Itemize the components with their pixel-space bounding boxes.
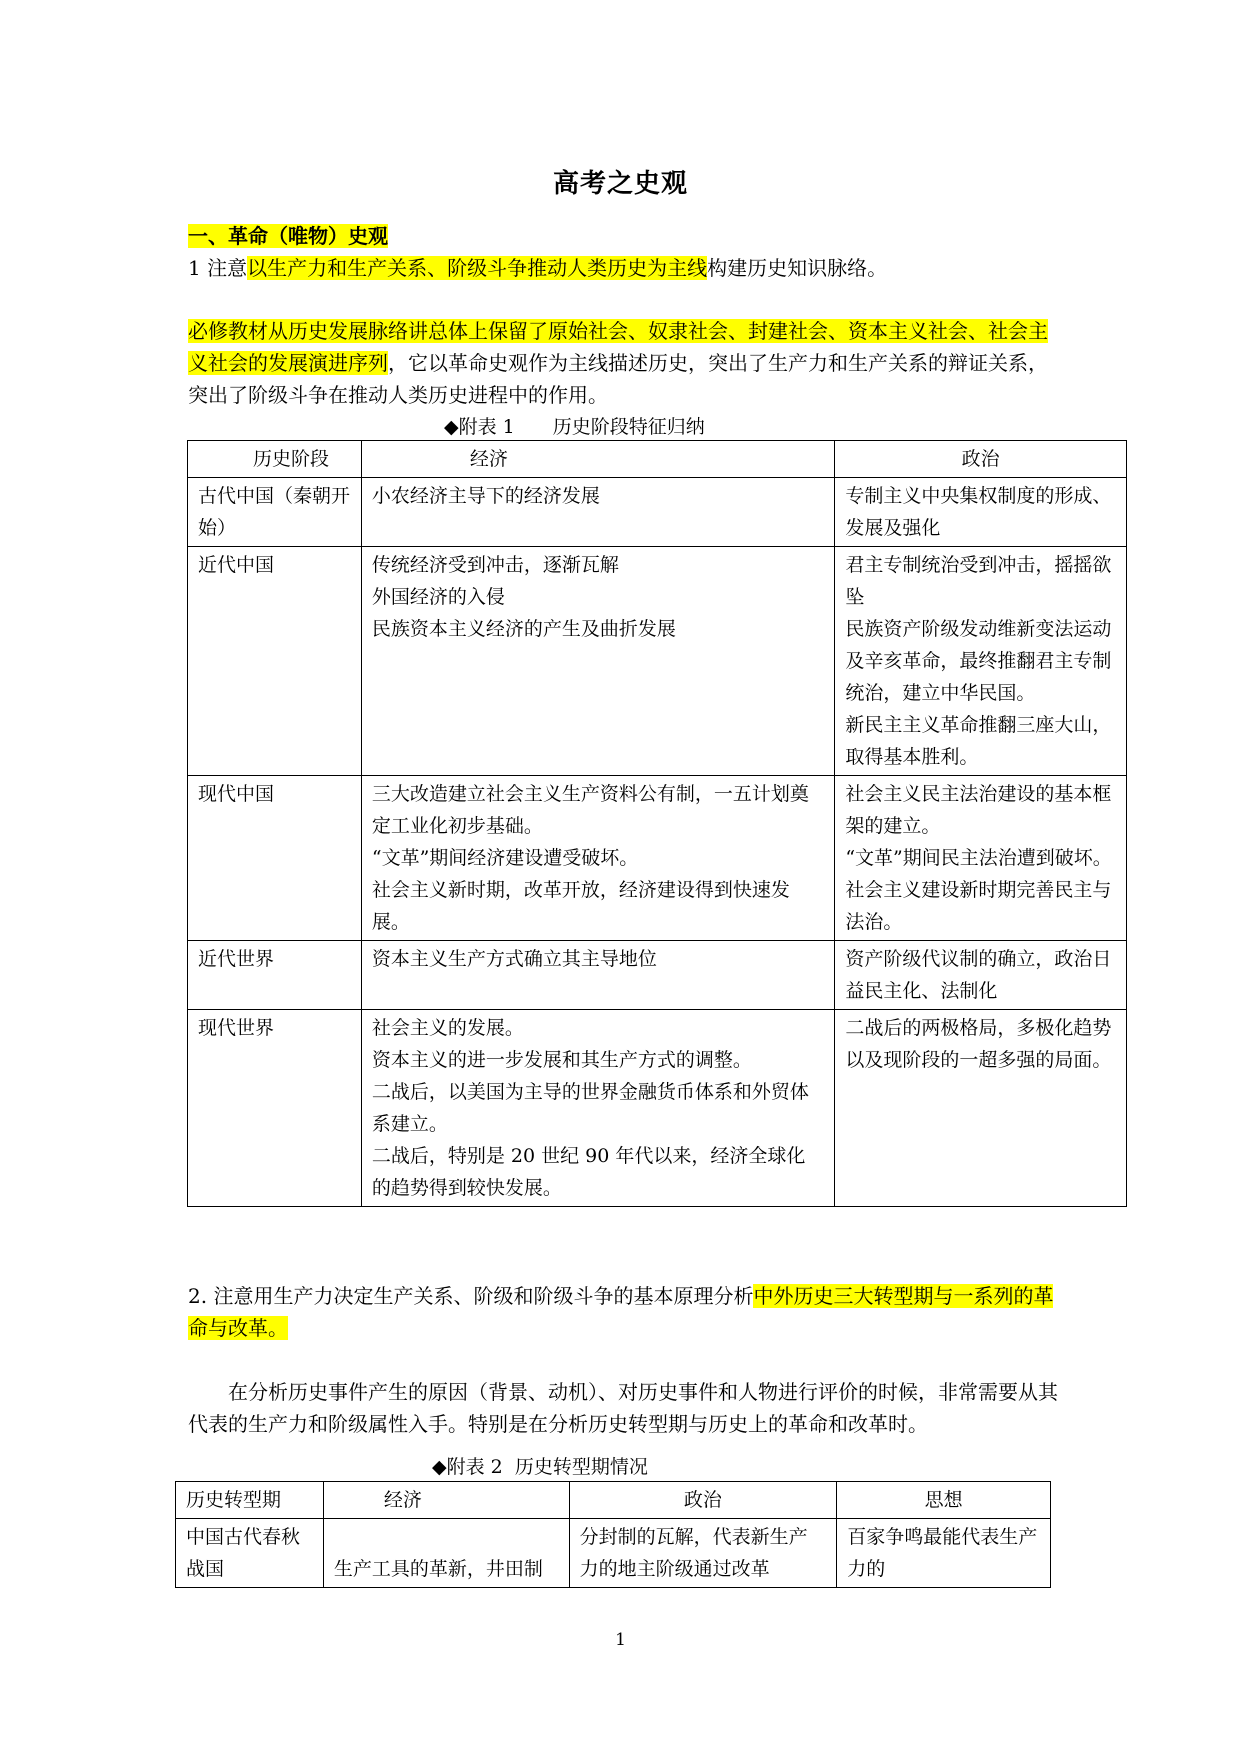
table-1-header-economy: 经济: [361, 441, 834, 478]
table-2-header-politics: 政治: [569, 1482, 837, 1519]
economy-line: 二战后，特别是 20 世纪 90 年代以来，经济全球化的趋势得到较快发展。: [371, 1145, 806, 1199]
table-2-header-period: 历史转型期: [176, 1482, 324, 1519]
table-1: [187, 440, 1127, 1207]
politics-cell: [835, 478, 1127, 547]
economy-cell: 生产工具的革新，井田制: [323, 1519, 569, 1588]
section-heading: [188, 220, 1068, 252]
economy-line: 传统经济受到冲击，逐渐瓦解: [371, 554, 619, 576]
economy-line: 民族资本主义经济的产生及曲折发展: [371, 618, 676, 640]
economy-cell: [361, 941, 834, 1010]
paragraph-3-highlight: 中外历史三大转型期与一系列的革命与改革。: [188, 1284, 1054, 1340]
politics-cell: [835, 1010, 1127, 1207]
economy-line: “文革”期间经济建设遭受破坏。: [371, 847, 639, 869]
table-row: [176, 1519, 1051, 1588]
paragraph-1-prefix: 1 注意: [188, 256, 248, 280]
economy-line: 社会主义新时期，改革开放，经济建设得到快速发展。: [371, 879, 790, 933]
economy-line: 资本主义的进一步发展和其生产方式的调整。: [371, 1049, 752, 1071]
economy-line: 小农经济主导下的经济发展: [371, 485, 600, 507]
stage-cell: 现代中国: [188, 776, 362, 941]
table-1-header-row: [188, 441, 1127, 478]
paragraph-1-suffix: 构建历史知识脉络。: [707, 256, 888, 280]
table-1-header-politics: 政治: [835, 441, 1127, 478]
table-2-header-thought: 思想: [837, 1482, 1051, 1519]
section-heading-text: 一、革命（唯物）史观: [188, 224, 388, 248]
table-2-header-row: [176, 1482, 1051, 1519]
stage-cell: 古代中国（秦朝开始）: [188, 478, 362, 547]
table-1-caption: ◆附表 1 历史阶段特征归纳: [444, 416, 705, 438]
paragraph-2-highlight: 必修教材从历史发展脉络讲总体上保留了原始社会、奴隶社会、封建社会、资本主义社会、社会主义社会的发展演进序列: [188, 319, 1048, 375]
politics-cell: [835, 941, 1127, 1010]
politics-line: 社会主义民主法治建设的基本框架的建立。: [845, 783, 1112, 837]
politics-line: 新民主主义革命推翻三座大山，取得基本胜利。: [845, 714, 1112, 768]
period-cell: 中国古代春秋战国: [176, 1519, 324, 1588]
politics-line: 专制主义中央集权制度的形成、发展及强化: [845, 485, 1112, 539]
economy-cell: [361, 776, 834, 941]
stage-cell: 近代世界: [188, 941, 362, 1010]
economy-line: 二战后，以美国为主导的世界金融货币体系和外贸体系建立。: [371, 1081, 809, 1135]
economy-line: 外国经济的入侵: [371, 586, 505, 608]
paragraph-1: [188, 252, 1068, 284]
paragraph-4: 在分析历史事件产生的原因（背景、动机）、对历史事件和人物进行评价的时候，非常需要从其代表的生产力和阶级属性入手。特别是在分析历史转型期与历史上的革命和改革时。: [188, 1380, 1058, 1436]
politics-line: 社会主义建设新时期完善民主与法治。: [845, 879, 1112, 933]
table-2-caption: ◆附表 2 历史转型期情况: [432, 1456, 648, 1478]
politics-line: “文革”期间民主法治遭到破坏。: [845, 847, 1112, 869]
politics-cell: 分封制的瓦解，代表新生产力的地主阶级通过改革: [569, 1519, 837, 1588]
politics-line: 君主专制统治受到冲击，摇摇欲坠: [845, 554, 1112, 608]
table-2-header-economy: 经济: [323, 1482, 569, 1519]
paragraph-1-highlight: 以生产力和生产关系、阶级斗争推动人类历史为主线: [247, 256, 708, 280]
table-2: [175, 1481, 1051, 1588]
paragraph-3-prefix: 2. 注意用生产力决定生产关系、阶级和阶级斗争的基本原理分析: [188, 1284, 754, 1308]
thought-cell: 百家争鸣最能代表生产力的: [837, 1519, 1051, 1588]
politics-line: 民族资产阶级发动维新变法运动及辛亥革命，最终推翻君主专制统治，建立中华民国。: [845, 618, 1112, 704]
paragraph-2-rest: ，它以革命史观作为主线描述历史，突出了生产力和生产关系的辩证关系，突出了阶级斗争在推动人类历史进程中的作用。: [188, 351, 1048, 407]
table-row: [188, 1010, 1127, 1207]
politics-cell: [835, 547, 1127, 776]
paragraph-2: [188, 315, 1060, 411]
economy-line: 资本主义生产方式确立其主导地位: [371, 948, 657, 970]
economy-cell: [361, 1010, 834, 1207]
paragraph-3: [188, 1280, 1058, 1344]
politics-line: 二战后的两极格局，多极化趋势以及现阶段的一超多强的局面。: [845, 1017, 1112, 1071]
economy-cell: [361, 478, 834, 547]
table-row: [188, 478, 1127, 547]
table-1-header-stage: 历史阶段: [188, 441, 362, 478]
stage-cell: 现代世界: [188, 1010, 362, 1207]
economy-line: 社会主义的发展。: [371, 1017, 524, 1039]
page-title: 高考之史观: [552, 169, 688, 199]
economy-cell: [361, 547, 834, 776]
politics-cell: [835, 776, 1127, 941]
page-number: 1: [615, 1630, 626, 1650]
table-row: [188, 547, 1127, 776]
stage-cell: 近代中国: [188, 547, 362, 776]
politics-line: 资产阶级代议制的确立，政治日益民主化、法制化: [845, 948, 1112, 1002]
table-row: [188, 776, 1127, 941]
economy-line: 三大改造建立社会主义生产资料公有制，一五计划奠定工业化初步基础。: [371, 783, 809, 837]
table-row: [188, 941, 1127, 1010]
